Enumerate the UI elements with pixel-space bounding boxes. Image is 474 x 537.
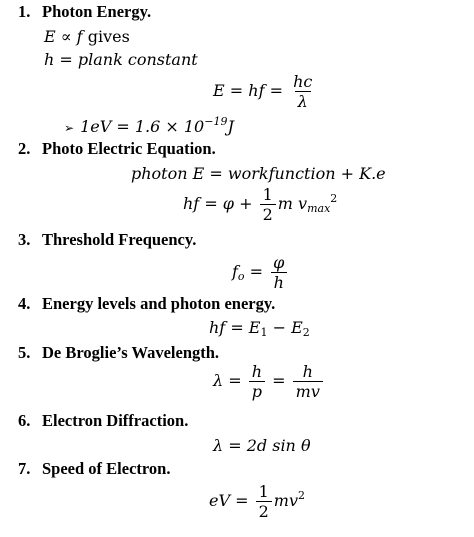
section-3-heading [18,230,196,250]
equation-middle: − E [267,318,303,337]
numerator: h [251,362,263,381]
subscript-2: 2 [302,326,310,339]
photoelectric-word-equation: photon E = workfunction + K.e [131,164,386,183]
electron-volt-bullet [64,115,234,136]
bullet-unit: J [227,117,234,136]
section-7-heading [18,459,170,479]
frequency-subscript: o [237,270,245,283]
electron-speed-equation [209,482,305,521]
photon-energy-equation [213,72,317,111]
gives-text: gives [87,27,130,46]
equation-right: mv [273,491,299,510]
section-title: Energy levels and photon energy. [42,294,276,313]
section-number: 7. [18,459,31,478]
denominator: λ [295,91,311,111]
numerator: hc [293,72,313,91]
frequency-symbol: f [232,262,238,281]
mass-velocity: m v [277,194,308,213]
de-broglie-equation [213,362,325,401]
denominator: 2 [256,501,272,521]
fraction [260,185,276,224]
section-title: Photo Electric Equation. [42,139,216,158]
section-title: Speed of Electron. [42,459,171,478]
denominator: h [271,272,287,292]
photoelectric-equation [183,185,337,224]
equals-sign: = [249,262,264,281]
section-5-heading [18,343,219,363]
numerator: 1 [258,482,269,501]
squared-superscript: 2 [298,489,306,502]
plank-constant-line: h = plank constant [44,50,198,69]
equation-left: λ = [213,371,242,390]
numerator: φ [273,253,285,272]
equals-sign: = [272,371,286,390]
section-4-heading [18,294,275,314]
equation-left: eV = [209,491,249,510]
subscript-1: 1 [260,326,268,339]
section-title: Photon Energy. [42,2,152,21]
fraction [256,482,272,521]
section-2-heading [18,139,216,159]
section-number: 1. [18,2,31,21]
section-number: 4. [18,294,31,313]
squared-superscript: 2 [330,192,338,205]
energy-levels-equation [209,318,310,339]
proportionality-formula: E ∝ f [44,27,83,46]
max-subscript: max [307,202,331,215]
section-title: Threshold Frequency. [42,230,197,249]
denominator: mv [293,381,323,401]
section-title: De Broglie’s Wavelength. [42,343,220,362]
proportionality-line [44,27,130,46]
section-1-heading [18,2,151,22]
bullet-exponent: −19 [204,115,228,128]
numerator: 1 [262,185,273,204]
denominator: p [249,381,265,401]
fraction-1 [249,362,265,401]
section-number: 2. [18,139,31,158]
fraction-2 [293,362,323,401]
equation-left: E = hf = [213,81,283,100]
section-6-heading [18,411,188,431]
bullet-value: 1eV = 1.6 × 10 [80,117,205,136]
denominator: 2 [260,204,276,224]
equation-left: hf = E [209,318,261,337]
section-number: 3. [18,230,31,249]
section-title: Electron Diffraction. [42,411,189,430]
numerator: h [302,362,313,381]
equation-left: hf = φ + [183,194,253,213]
threshold-frequency-equation [232,253,289,292]
fraction [290,72,315,111]
bullet-arrow-icon: ➢ [64,121,75,135]
section-number: 6. [18,411,31,430]
fraction [270,253,287,292]
section-number: 5. [18,343,31,362]
diffraction-equation: λ = 2d sin θ [213,436,311,455]
